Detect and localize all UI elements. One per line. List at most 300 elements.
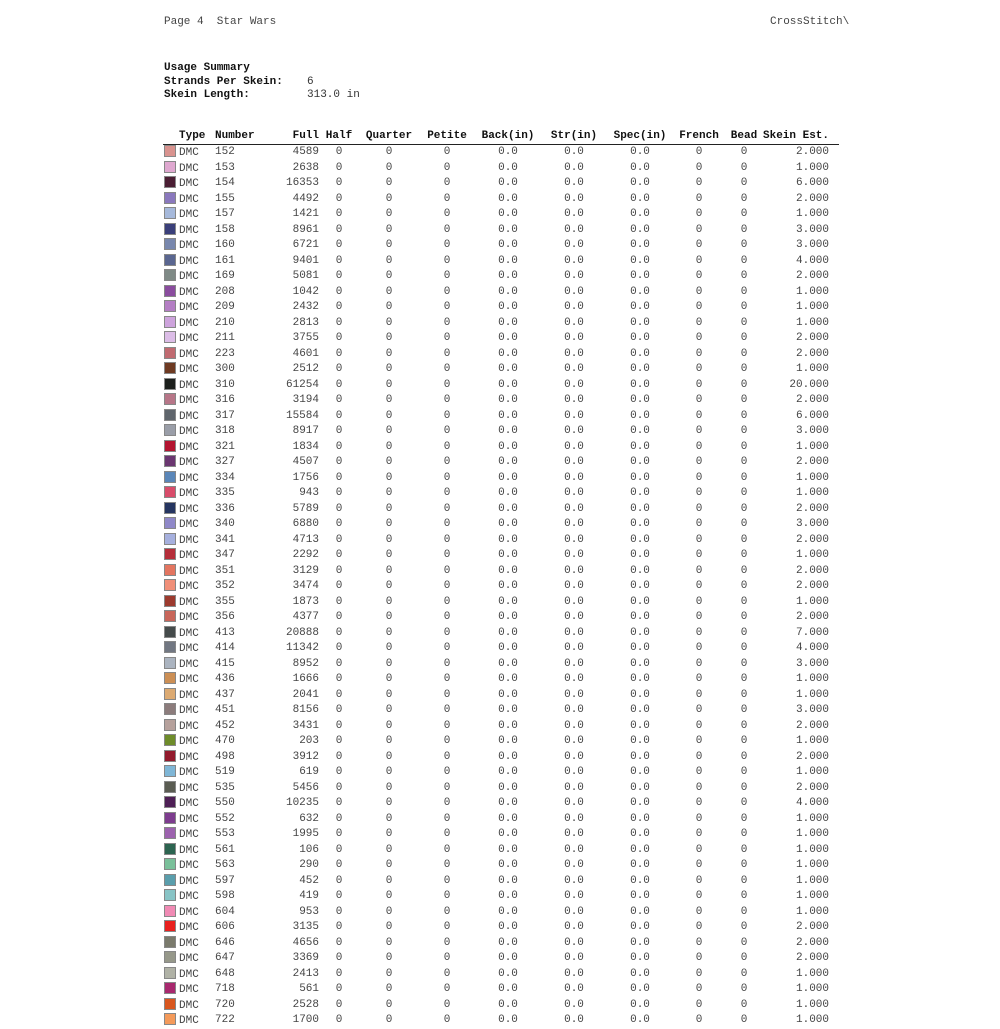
french-cell: 0 [695,719,703,732]
type-cell [163,967,215,983]
str-cell: 0.0 [564,146,584,158]
back-cell: 0.0 [498,471,518,484]
quarter-cell: 0 [385,254,393,267]
full-cell: 1756 [292,471,319,484]
petite-cell: 0 [443,363,451,375]
french-cell: 0 [695,874,703,887]
color-swatch-icon [164,889,176,901]
color-swatch-icon [164,874,176,886]
skein-est-cell: 1.000 [796,595,830,608]
full-cell: 5789 [292,502,319,515]
table-row [163,858,839,874]
back-cell: 0.0 [498,797,518,809]
bead-cell: 0 [740,332,748,344]
table-row [163,486,839,502]
french-cell: 0 [695,859,703,871]
str-cell: 0.0 [564,704,584,716]
number-cell: 160 [215,239,235,251]
col-quarter: Quarter [359,129,419,145]
type-cell [163,409,215,425]
petite-cell: 0 [443,952,451,964]
petite-cell: 0 [443,967,451,980]
full-cell: 3129 [292,564,319,577]
bead-cell: 0 [740,502,748,515]
quarter-cell: 0 [385,766,393,778]
french-cell: 0 [695,394,703,406]
number-cell: 341 [215,533,235,546]
table-row [163,440,839,456]
half-cell: 0 [335,332,343,344]
str-cell: 0.0 [564,316,584,329]
str-cell: 0.0 [564,285,584,298]
table-row [163,548,839,564]
type-value: DMC [179,379,199,392]
str-cell: 0.0 [564,719,584,732]
color-swatch-icon [164,703,176,715]
french-cell: 0 [695,642,703,654]
full-cell: 9401 [292,254,319,267]
french-cell: 0 [695,177,703,189]
french-cell: 0 [695,270,703,282]
str-cell: 0.0 [564,735,584,747]
back-cell: 0.0 [498,905,518,918]
bead-cell: 0 [740,921,748,933]
french-cell: 0 [695,161,703,174]
type-cell [163,905,215,921]
type-value: DMC [179,395,199,407]
color-swatch-icon [164,300,176,312]
number-cell: 209 [215,301,235,313]
type-cell [163,347,215,363]
str-cell: 0.0 [564,347,584,360]
table-row [163,502,839,518]
color-swatch-icon [164,796,176,808]
str-cell: 0.0 [564,208,584,220]
full-cell: 1421 [292,208,319,220]
half-cell: 0 [335,471,343,484]
petite-cell: 0 [443,595,451,608]
col-spec: Spec(in) [607,129,673,145]
french-cell: 0 [695,533,703,546]
type-cell [163,657,215,673]
bead-cell: 0 [740,812,748,825]
bead-cell: 0 [740,874,748,887]
french-cell: 0 [695,812,703,825]
str-cell: 0.0 [564,378,584,391]
table-row [163,951,839,967]
color-swatch-icon [164,254,176,266]
quarter-cell: 0 [385,611,393,623]
quarter-cell: 0 [385,394,393,406]
spec-cell: 0.0 [630,642,650,654]
quarter-cell: 0 [385,936,393,949]
full-cell: 2512 [292,363,319,375]
spec-cell: 0.0 [630,983,650,995]
quarter-cell: 0 [385,301,393,313]
str-cell: 0.0 [564,921,584,933]
petite-cell: 0 [443,1014,451,1026]
skein-est-cell: 1.000 [796,843,830,856]
table-row [163,409,839,425]
quarter-cell: 0 [385,208,393,220]
quarter-cell: 0 [385,487,393,499]
petite-cell: 0 [443,456,451,468]
table-row [163,192,839,208]
bead-cell: 0 [740,409,748,422]
petite-cell: 0 [443,177,451,189]
bead-cell: 0 [740,766,748,778]
french-cell: 0 [695,983,703,995]
half-cell: 0 [335,859,343,871]
number-cell: 352 [215,580,235,592]
str-cell: 0.0 [564,301,584,313]
back-cell: 0.0 [498,766,518,778]
half-cell: 0 [335,812,343,825]
type-value: DMC [179,317,199,330]
full-cell: 4601 [292,347,319,360]
french-cell: 0 [695,797,703,809]
back-cell: 0.0 [498,673,518,685]
color-swatch-icon [164,688,176,700]
bead-cell: 0 [740,890,748,902]
bead-cell: 0 [740,843,748,856]
french-cell: 0 [695,890,703,902]
full-cell: 6721 [292,239,319,251]
col-number: Number [215,129,259,145]
table-row [163,145,839,161]
spec-cell: 0.0 [630,394,650,406]
quarter-cell: 0 [385,688,393,701]
full-cell: 8961 [292,223,319,236]
petite-cell: 0 [443,487,451,499]
back-cell: 0.0 [498,967,518,980]
type-cell [163,858,215,874]
bead-cell: 0 [740,301,748,313]
quarter-cell: 0 [385,595,393,608]
number-cell: 553 [215,828,235,840]
bead-cell: 0 [740,270,748,282]
full-cell: 15584 [285,409,319,422]
type-cell [163,269,215,285]
table-row [163,316,839,332]
full-cell: 2638 [292,161,319,174]
quarter-cell: 0 [385,564,393,577]
skein-est-cell: 1.000 [796,549,830,561]
type-cell [163,378,215,394]
quarter-cell: 0 [385,316,393,329]
table-row [163,874,839,890]
number-cell: 318 [215,425,235,437]
number-cell: 722 [215,1014,235,1026]
str-cell: 0.0 [564,750,584,763]
back-cell: 0.0 [498,936,518,949]
french-cell: 0 [695,828,703,840]
back-cell: 0.0 [498,285,518,298]
petite-cell: 0 [443,828,451,840]
skein-est-cell: 1.000 [796,983,830,995]
color-swatch-icon [164,285,176,297]
french-cell: 0 [695,192,703,205]
spec-cell: 0.0 [630,998,650,1011]
color-swatch-icon [164,920,176,932]
back-cell: 0.0 [498,998,518,1011]
full-cell: 1834 [292,440,319,453]
spec-cell: 0.0 [630,797,650,809]
french-cell: 0 [695,1014,703,1026]
full-cell: 3369 [292,952,319,964]
color-swatch-icon [164,982,176,994]
type-value: DMC [179,612,199,624]
type-value: DMC [179,286,199,299]
str-cell: 0.0 [564,456,584,468]
color-swatch-icon [164,951,176,963]
type-value: DMC [179,488,199,500]
number-cell: 223 [215,347,235,360]
col-petite: Petite [419,129,475,145]
half-cell: 0 [335,921,343,933]
full-cell: 4713 [292,533,319,546]
number-cell: 414 [215,642,235,654]
half-cell: 0 [335,378,343,391]
table-row [163,238,839,254]
str-cell: 0.0 [564,161,584,174]
full-cell: 3912 [292,750,319,763]
table-row [163,347,839,363]
petite-cell: 0 [443,626,451,639]
spec-cell: 0.0 [630,952,650,964]
back-cell: 0.0 [498,843,518,856]
bead-cell: 0 [740,394,748,406]
full-cell: 5081 [292,270,319,282]
half-cell: 0 [335,487,343,499]
spec-cell: 0.0 [630,471,650,484]
skein-est-cell: 2.000 [796,502,830,515]
color-swatch-icon [164,750,176,762]
table-row [163,207,839,223]
color-swatch-icon [164,858,176,870]
type-value: DMC [179,457,199,469]
type-value: DMC [179,844,199,857]
str-cell: 0.0 [564,595,584,608]
half-cell: 0 [335,425,343,437]
french-cell: 0 [695,471,703,484]
full-cell: 3135 [292,921,319,933]
table-row [163,579,839,595]
type-cell [163,719,215,735]
bead-cell: 0 [740,611,748,623]
color-swatch-icon [164,843,176,855]
half-cell: 0 [335,239,343,251]
str-cell: 0.0 [564,611,584,623]
table-body [163,145,839,1029]
half-cell: 0 [335,797,343,809]
table-row [163,362,839,378]
table-row [163,688,839,704]
back-cell: 0.0 [498,704,518,716]
quarter-cell: 0 [385,285,393,298]
spec-cell: 0.0 [630,223,650,236]
petite-cell: 0 [443,316,451,329]
bead-cell: 0 [740,626,748,639]
spec-cell: 0.0 [630,425,650,437]
skein-est-cell: 1.000 [796,859,830,871]
petite-cell: 0 [443,223,451,236]
french-cell: 0 [695,688,703,701]
petite-cell: 0 [443,409,451,422]
petite-cell: 0 [443,301,451,313]
type-cell [163,765,215,781]
french-cell: 0 [695,208,703,220]
petite-cell: 0 [443,580,451,592]
number-cell: 300 [215,363,235,375]
skein-est-cell: 1.000 [796,688,830,701]
str-cell: 0.0 [564,533,584,546]
color-swatch-icon [164,827,176,839]
str-cell: 0.0 [564,549,584,561]
type-value: DMC [179,891,199,903]
half-cell: 0 [335,316,343,329]
skein-est-cell: 2.000 [796,564,830,577]
full-cell: 4492 [292,192,319,205]
bead-cell: 0 [740,161,748,174]
number-cell: 347 [215,549,235,561]
bead-cell: 0 [740,750,748,763]
table-row [163,331,839,347]
petite-cell: 0 [443,254,451,267]
bead-cell: 0 [740,657,748,670]
half-cell: 0 [335,146,343,158]
skein-est-cell: 2.000 [796,921,830,933]
petite-cell: 0 [443,208,451,220]
skein-est-cell: 7.000 [796,626,830,639]
spec-cell: 0.0 [630,332,650,344]
back-cell: 0.0 [498,595,518,608]
type-value: DMC [179,720,199,733]
summary-title: Usage Summary [164,62,250,74]
petite-cell: 0 [443,192,451,205]
spec-cell: 0.0 [630,874,650,887]
back-cell: 0.0 [498,688,518,701]
quarter-cell: 0 [385,843,393,856]
table-row [163,812,839,828]
quarter-cell: 0 [385,828,393,840]
back-cell: 0.0 [498,952,518,964]
table-row [163,781,839,797]
table-row [163,750,839,766]
spec-cell: 0.0 [630,905,650,918]
color-swatch-icon [164,812,176,824]
type-value: DMC [179,271,199,283]
bead-cell: 0 [740,456,748,468]
table-row [163,657,839,673]
back-cell: 0.0 [498,208,518,220]
french-cell: 0 [695,425,703,437]
back-cell: 0.0 [498,626,518,639]
type-cell [163,161,215,177]
skein-est-cell: 2.000 [796,146,830,158]
type-value: DMC [179,937,199,950]
spec-cell: 0.0 [630,859,650,871]
bead-cell: 0 [740,254,748,267]
petite-cell: 0 [443,549,451,561]
spec-cell: 0.0 [630,828,650,840]
back-cell: 0.0 [498,874,518,887]
half-cell: 0 [335,285,343,298]
str-cell: 0.0 [564,657,584,670]
back-cell: 0.0 [498,487,518,499]
type-cell [163,874,215,890]
quarter-cell: 0 [385,657,393,670]
quarter-cell: 0 [385,239,393,251]
type-cell [163,796,215,812]
french-cell: 0 [695,285,703,298]
table-row [163,517,839,533]
spec-cell: 0.0 [630,487,650,499]
str-cell: 0.0 [564,471,584,484]
back-cell: 0.0 [498,502,518,515]
str-cell: 0.0 [564,828,584,840]
spec-cell: 0.0 [630,626,650,639]
str-cell: 0.0 [564,177,584,189]
number-cell: 356 [215,611,235,623]
quarter-cell: 0 [385,146,393,158]
half-cell: 0 [335,580,343,592]
type-value: DMC [179,813,199,826]
petite-cell: 0 [443,270,451,282]
skein-est-cell: 2.000 [796,611,830,623]
back-cell: 0.0 [498,549,518,561]
col-french: French [673,129,725,145]
back-cell: 0.0 [498,611,518,623]
table-row [163,471,839,487]
spec-cell: 0.0 [630,688,650,701]
french-cell: 0 [695,657,703,670]
bead-cell: 0 [740,316,748,329]
type-value: DMC [179,410,199,423]
table-row [163,424,839,440]
french-cell: 0 [695,766,703,778]
spec-cell: 0.0 [630,239,650,251]
type-cell [163,812,215,828]
number-cell: 561 [215,843,235,856]
half-cell: 0 [335,874,343,887]
petite-cell: 0 [443,239,451,251]
skein-est-cell: 1.000 [796,1014,830,1026]
spec-cell: 0.0 [630,595,650,608]
petite-cell: 0 [443,146,451,158]
quarter-cell: 0 [385,456,393,468]
back-cell: 0.0 [498,812,518,825]
petite-cell: 0 [443,564,451,577]
half-cell: 0 [335,735,343,747]
skein-est-cell: 2.000 [796,533,830,546]
type-cell [163,595,215,611]
bead-cell: 0 [740,936,748,949]
half-cell: 0 [335,781,343,794]
skein-est-cell: 1.000 [796,316,830,329]
half-cell: 0 [335,843,343,856]
full-cell: 1873 [292,595,319,608]
full-cell: 290 [299,859,319,871]
skein-est-cell: 1.000 [796,471,830,484]
spec-cell: 0.0 [630,254,650,267]
bead-cell: 0 [740,642,748,654]
skein-est-cell: 2.000 [796,332,830,344]
bead-cell: 0 [740,704,748,716]
full-cell: 3431 [292,719,319,732]
type-cell [163,424,215,440]
type-cell [163,145,215,161]
